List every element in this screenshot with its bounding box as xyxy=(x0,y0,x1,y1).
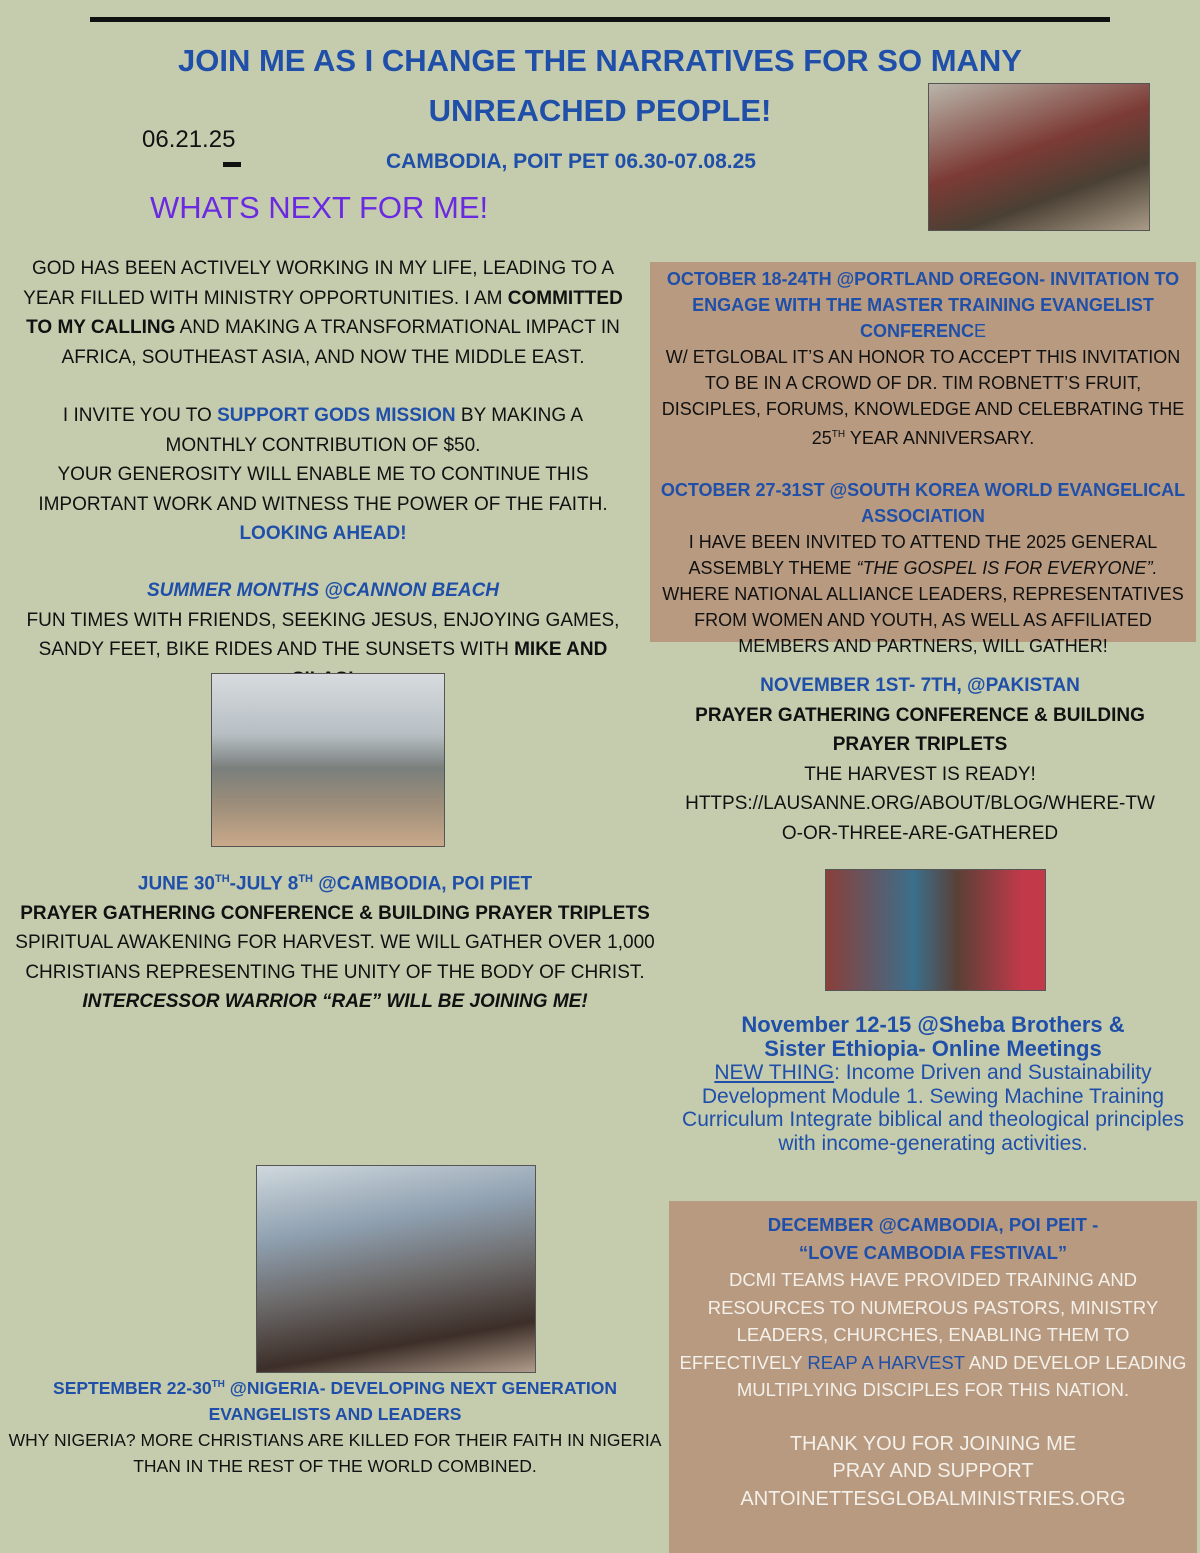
september-heading: SEPTEMBER 22-30TH @NIGERIA- DEVELOPING NEXT GENERATION EVANGELISTS AND LEADERS xyxy=(53,1377,617,1424)
september-text: WHY NIGERIA? MORE CHRISTIANS ARE KILLED FOR THEIR FAITH IN NIGERIA THAN IN THE REST OF THE WORLD COMBINED. xyxy=(8,1429,662,1476)
october-box xyxy=(650,262,1196,656)
june-subtitle: PRAYER GATHERING CONFERENCE & BUILDING PRAYER TRIPLETS xyxy=(20,902,650,924)
website-link[interactable]: ANTOINETTESGLOBALMINISTRIES.ORG xyxy=(740,1487,1126,1510)
pray-support-line: PRAY AND SUPPORT xyxy=(832,1460,1034,1482)
date-dash xyxy=(223,162,241,167)
june-text: SPIRITUAL AWAKENING FOR HARVEST. WE WILL GATHER OVER 1,000 CHRISTIANS REPRESENTING THE UNITY OF THE BODY OF CHRIST. xyxy=(15,932,655,983)
thank-you-line: THANK YOU FOR JOINING ME xyxy=(789,1432,1077,1455)
november1-url[interactable]: HTTPS://LAUSANNE.ORG/ABOUT/BLOG/WHERE-TWO-OR-THREE-ARE-GATHERED xyxy=(685,793,1155,844)
june-note: INTERCESSOR WARRIOR “RAE” WILL BE JOINING ME! xyxy=(82,991,588,1013)
november2-heading: November 12-15 @Sheba Brothers & Sister Ethiopia- Online Meetings xyxy=(741,1012,1125,1061)
photo-cannon-beach xyxy=(211,673,445,847)
june-section xyxy=(0,865,670,1017)
december-heading-2: “LOVE CAMBODIA FESTIVAL” xyxy=(798,1241,1068,1263)
top-rule xyxy=(90,17,1110,22)
october1-text: W/ ETGLOBAL IT’S AN HONOR TO ACCEPT THIS INVITATION TO BE IN A CROWD OF DR. TIM ROBNETT’S FRUIT, DISCIPLES, FORUMS, KNOWLEDGE AND CELEBRATING THE 25TH YEAR ANNIVERSARY. xyxy=(661,347,1185,448)
september-section xyxy=(0,1372,670,1479)
december-box xyxy=(669,1201,1197,1553)
october2-text: I HAVE BEEN INVITED TO ATTEND THE 2025 GENERAL ASSEMBLY THEME “THE GOSPEL IS FOR EVERYONE”. WHERE NATIONAL ALLIANCE LEADERS, REPRESENTATIVES FROM WOMEN AND YOUTH, AS WELL AS AFFILIATED MEMBERS AND PARTNERS, WILL GATHER! xyxy=(662,532,1184,656)
october2-heading: OCTOBER 27-31ST @SOUTH KOREA WORLD EVANGELICAL ASSOCIATION xyxy=(660,480,1186,526)
whats-next-heading: WHATS NEXT FOR ME! xyxy=(150,190,489,225)
october1-heading: OCTOBER 18-24TH @PORTLAND OREGON- INVITATION TO ENGAGE WITH THE MASTER TRAINING EVANGELIST CONFERENCE xyxy=(666,269,1180,341)
location-label: CAMBODIA, POIT PET 06.30-07.08.25 xyxy=(386,150,756,173)
page-title: JOIN ME AS I CHANGE THE NARRATIVES FOR SO MANY UNREACHED PEOPLE! xyxy=(178,43,1022,128)
november1-line: THE HARVEST IS READY! xyxy=(804,763,1036,785)
december-heading-1: DECEMBER @CAMBODIA, POI PEIT - xyxy=(767,1214,1099,1235)
intro-section xyxy=(8,254,638,549)
summer-heading: SUMMER MONTHS @CANNON BEACH xyxy=(146,580,500,601)
photo-cambodia-gathering xyxy=(928,83,1150,231)
intro-paragraph-1: GOD HAS BEEN ACTIVELY WORKING IN MY LIFE, LEADING TO A YEAR FILLED WITH MINISTRY OPPORTUNITIES. I AM COMMITTED TO MY CALLING AND MAKING A TRANSFORMATIONAL IMPACT IN AFRICA, SOUTHEAST ASIA, AND NOW THE MIDDLE EAST. xyxy=(23,258,623,368)
intro-paragraph-2: I INVITE YOU TO SUPPORT GODS MISSION BY MAKING A MONTHLY CONTRIBUTION OF $50. xyxy=(62,405,584,456)
june-heading: JUNE 30TH-JULY 8TH @CAMBODIA, POI PIET xyxy=(137,873,533,895)
photo-pakistan-women xyxy=(825,869,1046,991)
november2-text: NEW THING: Income Driven and Sustainability Development Module 1. Sewing Machine Training Curriculum Integrate biblical and theological principles with income-generating activities. xyxy=(682,1061,1184,1155)
date-label: 06.21.25 xyxy=(142,126,236,153)
november1-subtitle: PRAYER GATHERING CONFERENCE & BUILDING PRAYER TRIPLETS xyxy=(695,704,1145,755)
intro-paragraph-3: YOUR GENEROSITY WILL ENABLE ME TO CONTINUE THIS IMPORTANT WORK AND WITNESS THE POWER OF THE FAITH. xyxy=(38,464,608,515)
photo-nigeria-group xyxy=(256,1165,536,1373)
december-text: DCMI TEAMS HAVE PROVIDED TRAINING AND RESOURCES TO NUMEROUS PASTORS, MINISTRY LEADERS, CHURCHES, ENABLING THEM TO EFFECTIVELY REAP A HARVEST AND DEVELOP LEADING MULTIPLYING DISCIPLES FOR THIS NATION. xyxy=(679,1269,1187,1400)
november1-heading: NOVEMBER 1ST- 7TH, @PAKISTAN xyxy=(760,675,1080,696)
looking-ahead: LOOKING AHEAD! xyxy=(239,523,407,544)
november-pakistan-section xyxy=(650,671,1190,848)
november-ethiopia-section xyxy=(668,1013,1198,1155)
summer-text: FUN TIMES WITH FRIENDS, SEEKING JESUS, ENJOYING GAMES, SANDY FEET, BIKE RIDES AND THE SUNSETS WITH MIKE AND xyxy=(26,609,620,660)
